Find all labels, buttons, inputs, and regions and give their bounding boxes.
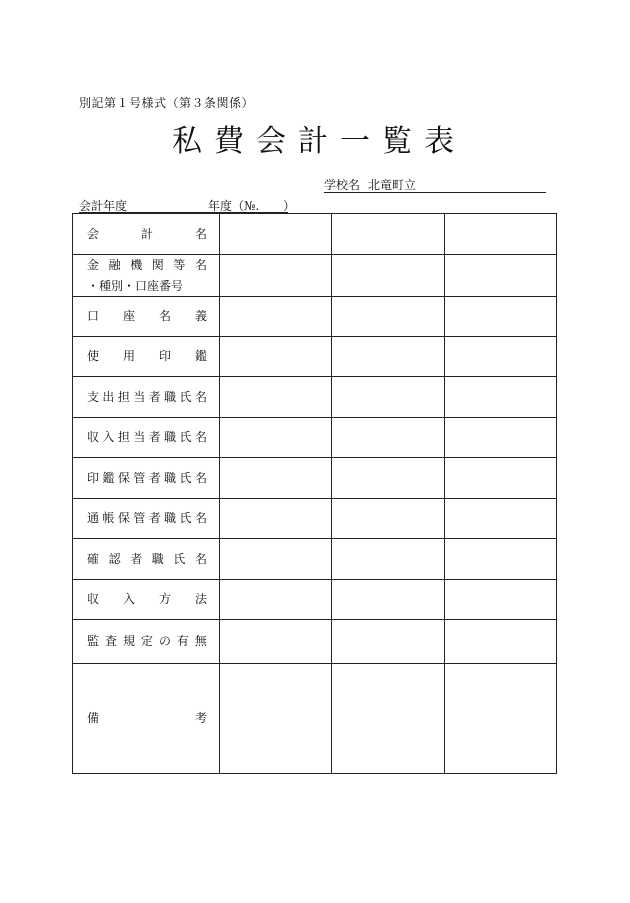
entry-cell-account-holder-2[interactable] bbox=[332, 297, 444, 337]
label-char: 金 bbox=[87, 258, 100, 273]
label-char: 管 bbox=[133, 511, 146, 526]
row-label-income-method bbox=[73, 580, 220, 620]
label-char: 出 bbox=[102, 389, 115, 404]
entry-cell-verifier-1[interactable] bbox=[220, 539, 332, 580]
label-char: 考 bbox=[194, 711, 207, 726]
label-char: 鑑 bbox=[194, 349, 207, 364]
label-char: 等 bbox=[173, 258, 186, 273]
label-char: 保 bbox=[117, 470, 130, 485]
table-row-verifier bbox=[73, 539, 557, 580]
label-char: 方 bbox=[158, 592, 171, 607]
label-char: 使 bbox=[87, 349, 100, 364]
entry-cell-audit-rule-1[interactable] bbox=[220, 620, 332, 664]
table-row-income-method bbox=[73, 580, 557, 620]
label-char: 定 bbox=[140, 634, 153, 649]
label-char: 無 bbox=[194, 634, 207, 649]
label-char: 名 bbox=[194, 389, 207, 404]
entry-cell-bank-info-1[interactable] bbox=[220, 255, 332, 297]
label-char: 融 bbox=[108, 258, 121, 273]
label-char: 当 bbox=[133, 389, 146, 404]
row-label-remarks bbox=[73, 664, 220, 774]
row-label-text bbox=[87, 468, 207, 488]
accounts-table bbox=[72, 213, 557, 774]
row-label-audit-rule bbox=[73, 620, 220, 664]
label-char: 者 bbox=[148, 511, 161, 526]
label-char: 名 bbox=[194, 511, 207, 526]
entry-cell-income-officer-3[interactable] bbox=[444, 418, 556, 458]
entry-cell-seal-keeper-1[interactable] bbox=[220, 458, 332, 499]
label-char: 確 bbox=[87, 551, 100, 566]
label-char: 職 bbox=[164, 430, 177, 445]
entry-cell-seal-keeper-3[interactable] bbox=[444, 458, 556, 499]
label-char: 帳 bbox=[102, 511, 115, 526]
label-char: 座 bbox=[122, 309, 135, 324]
entry-cell-seal-1[interactable] bbox=[220, 337, 332, 377]
row-label-text bbox=[87, 427, 207, 447]
entry-cell-expense-officer-1[interactable] bbox=[220, 377, 332, 418]
table-row-expense-officer bbox=[73, 377, 557, 418]
table-row-remarks bbox=[73, 664, 557, 774]
table-row-income-officer bbox=[73, 418, 557, 458]
label-char: 名 bbox=[194, 258, 207, 273]
label-char: 氏 bbox=[179, 511, 192, 526]
label-char: 者 bbox=[130, 551, 143, 566]
school-name-value: 北竜町立 bbox=[368, 178, 417, 192]
entry-cell-expense-officer-3[interactable] bbox=[444, 377, 556, 418]
row-label-income-officer bbox=[73, 418, 220, 458]
label-char: 名 bbox=[194, 430, 207, 445]
label-char: 義 bbox=[194, 309, 207, 324]
label-char: 印 bbox=[87, 470, 100, 485]
entry-cell-account-name-3[interactable] bbox=[444, 214, 556, 255]
entry-cell-income-method-2[interactable] bbox=[332, 580, 444, 620]
row-label-expense-officer bbox=[73, 377, 220, 418]
row-label-text bbox=[87, 306, 207, 326]
label-char: 会 bbox=[87, 226, 100, 241]
label-char: 通 bbox=[87, 511, 100, 526]
label-char: 氏 bbox=[179, 389, 192, 404]
label-char: 名 bbox=[194, 226, 207, 241]
row-label-seal-keeper bbox=[73, 458, 220, 499]
row-label-text bbox=[87, 224, 207, 244]
row-label-line2: ・種別・口座番号 bbox=[87, 278, 184, 293]
page-title: 私費会計一覧表 bbox=[172, 124, 466, 159]
row-label-seal bbox=[73, 337, 220, 377]
label-char: 鑑 bbox=[102, 470, 115, 485]
label-char: 収 bbox=[87, 430, 100, 445]
label-char: 者 bbox=[148, 430, 161, 445]
entry-cell-seal-2[interactable] bbox=[332, 337, 444, 377]
label-char: 備 bbox=[87, 711, 100, 726]
label-char: 口 bbox=[87, 309, 100, 324]
table-row-bank-info bbox=[73, 255, 557, 297]
entry-cell-passbook-keeper-3[interactable] bbox=[444, 499, 556, 539]
entry-cell-account-holder-3[interactable] bbox=[444, 297, 556, 337]
entry-cell-expense-officer-2[interactable] bbox=[332, 377, 444, 418]
table-row-account-holder bbox=[73, 297, 557, 337]
label-char: 支 bbox=[87, 389, 100, 404]
table-row-passbook-keeper bbox=[73, 499, 557, 539]
label-char: 氏 bbox=[179, 470, 192, 485]
row-label-text bbox=[87, 346, 207, 366]
entry-cell-remarks-2[interactable] bbox=[332, 664, 444, 774]
table-row-seal-keeper bbox=[73, 458, 557, 499]
label-char: 担 bbox=[117, 389, 130, 404]
label-char: 認 bbox=[108, 551, 121, 566]
entry-cell-passbook-keeper-2[interactable] bbox=[332, 499, 444, 539]
entry-cell-seal-3[interactable] bbox=[444, 337, 556, 377]
row-label-text bbox=[87, 631, 207, 651]
entry-cell-audit-rule-3[interactable] bbox=[444, 620, 556, 664]
row-label-text bbox=[87, 387, 207, 407]
entry-cell-account-holder-1[interactable] bbox=[220, 297, 332, 337]
label-char: 氏 bbox=[179, 430, 192, 445]
entry-cell-audit-rule-2[interactable] bbox=[332, 620, 444, 664]
label-char: 保 bbox=[117, 511, 130, 526]
row-label-text bbox=[87, 255, 207, 275]
label-char: 機 bbox=[130, 258, 143, 273]
label-char: 用 bbox=[122, 349, 135, 364]
label-char: 者 bbox=[148, 389, 161, 404]
label-char: 計 bbox=[140, 226, 153, 241]
row-label-text bbox=[87, 549, 207, 569]
row-label-passbook-keeper bbox=[73, 499, 220, 539]
fiscal-year-field[interactable] bbox=[79, 197, 296, 213]
label-char: 監 bbox=[87, 634, 100, 649]
label-char: 名 bbox=[194, 551, 207, 566]
label-char: 名 bbox=[194, 470, 207, 485]
table-row-seal bbox=[73, 337, 557, 377]
label-char: 査 bbox=[104, 634, 117, 649]
fiscal-year-label: 会計年度 bbox=[79, 199, 128, 213]
entry-cell-account-name-2[interactable] bbox=[332, 214, 444, 255]
label-char: 規 bbox=[122, 634, 135, 649]
label-char: の bbox=[158, 634, 171, 649]
label-char: 法 bbox=[194, 592, 207, 607]
row-label-account-holder bbox=[73, 297, 220, 337]
label-char: 入 bbox=[102, 430, 115, 445]
row-label-text bbox=[87, 508, 207, 528]
form-number-label: 別記第１号様式（第３条関係） bbox=[79, 96, 255, 110]
entry-cell-passbook-keeper-1[interactable] bbox=[220, 499, 332, 539]
label-char: 当 bbox=[133, 430, 146, 445]
row-label-text bbox=[87, 589, 207, 609]
label-char: 職 bbox=[164, 389, 177, 404]
row-label-verifier bbox=[73, 539, 220, 580]
entry-cell-account-name-1[interactable] bbox=[220, 214, 332, 255]
label-char: 職 bbox=[164, 470, 177, 485]
entry-cell-verifier-2[interactable] bbox=[332, 539, 444, 580]
row-label-bank-info bbox=[73, 255, 220, 297]
entry-cell-income-officer-1[interactable] bbox=[220, 418, 332, 458]
label-char: 担 bbox=[117, 430, 130, 445]
label-char: 管 bbox=[133, 470, 146, 485]
entry-cell-bank-info-3[interactable] bbox=[444, 255, 556, 297]
label-char: 者 bbox=[148, 470, 161, 485]
entry-cell-bank-info-2[interactable] bbox=[332, 255, 444, 297]
entry-cell-remarks-3[interactable] bbox=[444, 664, 556, 774]
entry-cell-verifier-3[interactable] bbox=[444, 539, 556, 580]
label-char: 職 bbox=[164, 511, 177, 526]
entry-cell-seal-keeper-2[interactable] bbox=[332, 458, 444, 499]
fiscal-year-suffix: 年度（№. ） bbox=[208, 199, 296, 213]
label-char: 収 bbox=[87, 592, 100, 607]
row-label-text bbox=[87, 708, 207, 728]
label-char: 有 bbox=[176, 634, 189, 649]
table-row-account-name bbox=[73, 214, 557, 255]
label-char: 印 bbox=[158, 349, 171, 364]
label-char: 氏 bbox=[173, 551, 186, 566]
school-name-field[interactable] bbox=[324, 176, 546, 193]
label-char: 職 bbox=[151, 551, 164, 566]
label-char: 入 bbox=[122, 592, 135, 607]
entry-cell-income-method-3[interactable] bbox=[444, 580, 556, 620]
label-char: 名 bbox=[158, 309, 171, 324]
entry-cell-income-method-1[interactable] bbox=[220, 580, 332, 620]
entry-cell-income-officer-2[interactable] bbox=[332, 418, 444, 458]
school-label: 学校名 bbox=[324, 178, 361, 192]
label-char: 関 bbox=[151, 258, 164, 273]
table-row-audit-rule bbox=[73, 620, 557, 664]
entry-cell-remarks-1[interactable] bbox=[220, 664, 332, 774]
row-label-account-name bbox=[73, 214, 220, 255]
